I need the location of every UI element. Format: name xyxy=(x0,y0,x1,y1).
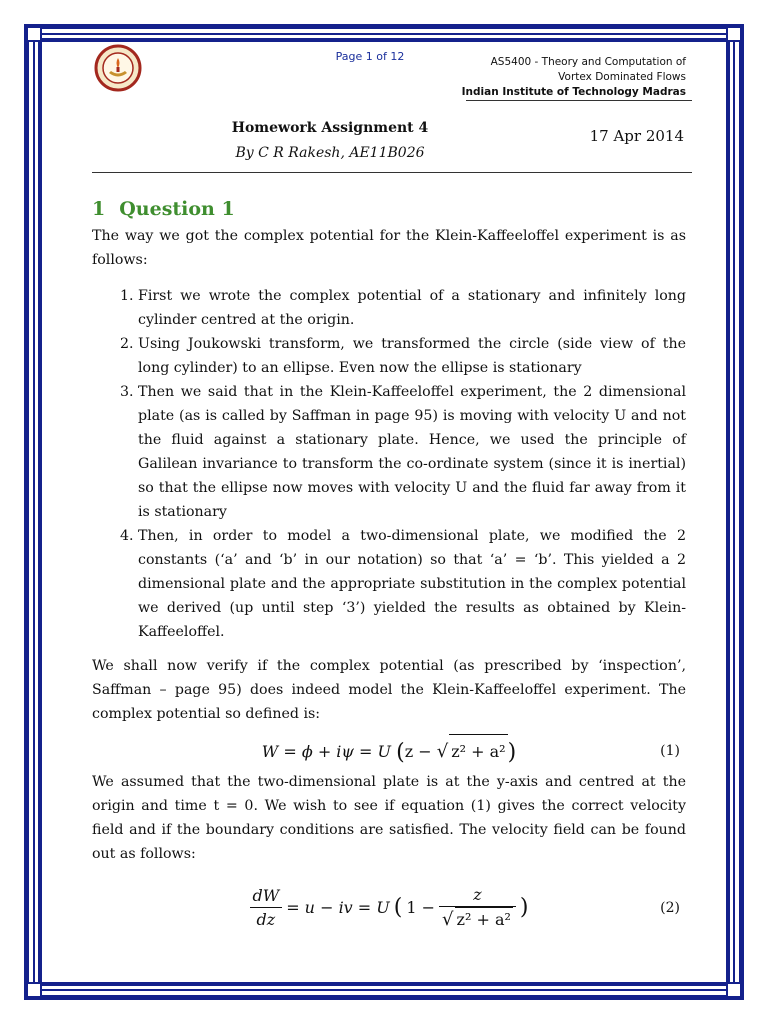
equation-2-number: (2) xyxy=(660,900,680,916)
equation-1-number: (1) xyxy=(660,743,680,759)
assignment-title: Homework Assignment 4 xyxy=(231,120,429,136)
section-title: Question 1 xyxy=(119,198,235,220)
course-title-line1: AS5400 - Theory and Computation of xyxy=(490,56,686,68)
equation-2-fraction: $\frac{z}{\text{√ z² + a²}}$ xyxy=(439,884,516,932)
derivative-denominator: dz xyxy=(256,909,276,929)
equation-1-radicand: z² + a² xyxy=(449,734,507,769)
list-item: 2. Using Joukowski transform, we transformed the circle (side view of the long cylinder) to an ellipse. Even now the ellipse is stationary xyxy=(138,332,686,380)
border-corner-ornament xyxy=(26,982,42,998)
equation-2: $\frac{dW}{dz}$ = u − iv = U ( 1 − $\frac{z}{\text{√ z² + a²}}$ ) (2) xyxy=(92,880,686,936)
list-item: 3. Then we said that in the Klein-Kaffeeloffel experiment, the 2 dimensional plate (as is called by Saffman in page 95) is moving with velocity U and not the fluid against a stationary plate. Hence, we used the principle of Galilean invariance to transform the co-ordinate system (since it is inertial) so that the ellipse now moves with velocity U and the fluid far away from it is stationary xyxy=(138,380,686,524)
border-corner-ornament xyxy=(726,982,742,998)
list-item: 1. First we wrote the complex potential of a stationary and infinitely long cylinder centred at the origin. xyxy=(138,284,686,332)
equation-1: W = ϕ + iψ = U (z − √ z² + a²) (1) xyxy=(92,734,686,768)
document-body xyxy=(92,196,686,936)
steps-list xyxy=(92,284,686,644)
assignment-date: 17 Apr 2014 xyxy=(589,127,684,145)
equation-2-one: 1 − xyxy=(406,898,436,917)
iit-madras-seal-icon xyxy=(94,44,142,92)
fraction-numerator: z xyxy=(439,884,516,907)
intro-paragraph: The way we got the complex potential for the Klein-Kaffeeloffel experiment is as follows: xyxy=(92,228,686,268)
border-corner-ornament xyxy=(26,26,42,42)
page-number: Page 1 of 12 xyxy=(335,50,405,63)
fraction-radicand: z² + a² xyxy=(455,907,513,932)
section-number: 1 xyxy=(92,198,106,220)
verify-paragraph: We shall now verify if the complex potential (as prescribed by ‘inspection’, Saffman – page 95) does indeed model the Klein-Kaffeeloffel experiment. The complex potential so defined is: xyxy=(92,658,686,722)
course-title-line2: Vortex Dominated Flows xyxy=(558,71,686,83)
list-item: 4. Then, in order to model a two-dimensional plate, we modified the 2 constants (‘a’ and ‘b’ in our notation) so that ‘a’ = ‘b’. This yielded a 2 dimensional plate and the appropriate substitution in the complex potential we derived (up until step ‘3’) yielded the results as obtained by Klein-Kaffeeloffel. xyxy=(138,524,686,644)
header-rule xyxy=(466,100,692,101)
equation-1-lhs: W = ϕ + iψ = U xyxy=(261,742,392,761)
equation-2-middle: = u − iv = U xyxy=(286,898,390,917)
border-corner-ornament xyxy=(726,26,742,42)
title-rule xyxy=(92,172,692,173)
course-info xyxy=(462,55,686,100)
equation-1-z: z − xyxy=(404,742,437,761)
section-heading xyxy=(92,196,686,222)
institute-name: Indian Institute of Technology Madras xyxy=(461,86,686,98)
author-line: By C R Rakesh, AE11B026 xyxy=(235,145,425,161)
equation-2-derivative xyxy=(250,885,283,932)
derivative-numerator: dW xyxy=(250,885,283,908)
assume-paragraph: We assumed that the two-dimensional plate is at the y-axis and centred at the origin and time t = 0. We wish to see if equation (1) gives the correct velocity field and if the boundary conditions are satisfied. The velocity field can be found out as follows: xyxy=(92,774,686,862)
